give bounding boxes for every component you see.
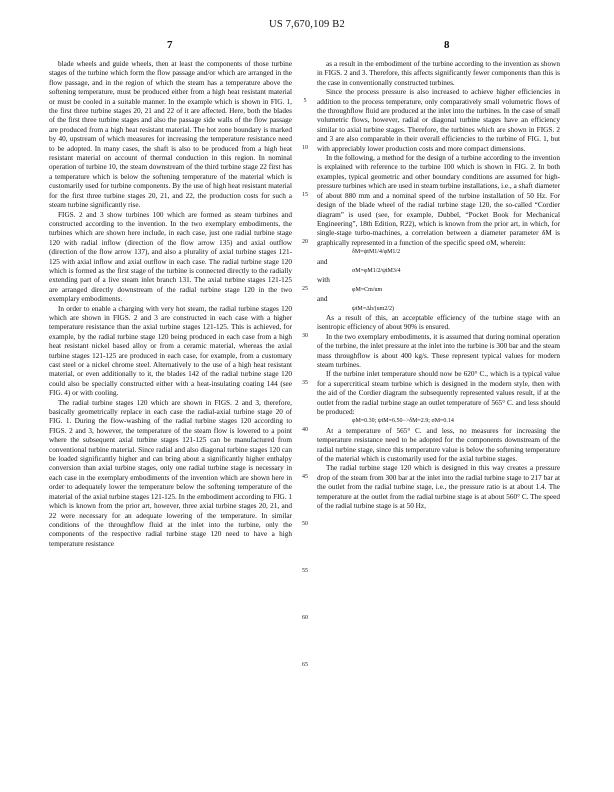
paragraph: and (317, 295, 328, 304)
line-number: 65 (302, 661, 308, 668)
paragraph: with (317, 276, 330, 285)
paragraph: and (317, 257, 328, 266)
line-number: 15 (302, 191, 308, 198)
paragraph: In order to enable a charging with very hot steam, the radial turbine stages 120 which are shown in FIGS. 2 and 3 are constructed in each case with a higher temperature resistance than the axial turbine stages 121-125. This is achieved, for example, by the radial turbine stage 120 being produced in each case from a high heat resistant nickel based alloy or from a ceramic material, whereas the axial turbine stages 121-125 are produced in each case, for example, from a customary cast steel or a nickel chrome steel. Alternatively to the use of a high heat resistant material, or even additionally to it, the blades 142 of the radial turbine stage 120 could also be specially constructed either with a heat-insulating coating 144 (see FIG. 4) or with cooling. (49, 304, 292, 398)
line-number: 40 (302, 426, 308, 433)
paragraph: In the following, a method for the design of a turbine according to the invention is explained with reference to the turbine 100 which is shown in FIG. 2. In both examples, typical geometric and other boundary conditions are assumed for high-pressure turbines which are used in steam turbine installations, i.e., a shaft diameter of about 880 mm and a nominal speed of the turbine installation of 50 Hz. For design of the blade wheel of the radial turbine stage 120, the so-called “Cordier diagram” is used (see, for example, Dubbel, “Pocket Book for Mechanical Engineering”, 18th Edition, R22), which is known from the prior art, in which, for single-stage turbo-machines, a correlation between a diameter parameter δM is graphically represented in a function of the specific speed σM, wherein: (317, 154, 560, 247)
equation: φM=0.30; ψtM=6.50−>δM=2.9; σM=0.14 (352, 418, 454, 425)
paragraph: as a result in the embodiment of the turbine according to the invention as shown in FIGS. 2 and 3. Therefore, this affects significantly fewer components than this is the case in conventionally constructed turbines. (317, 60, 560, 87)
equation: σM=φM1/2/ψtM3/4 (352, 267, 401, 274)
page-number-left: 7 (167, 39, 173, 51)
right-column (317, 60, 560, 512)
line-number: 20 (302, 238, 308, 245)
paragraph: The radial turbine stages 120 which are shown in FIGS. 2 and 3, therefore, basically geometrically replace in each case the radial-axial turbine stage 20 of FIG. 1. During the flow-washing of the radial turbine stages 120 according to FIGS. 2 and 3, however, the temperature of the steam flow is lowered to a point where the subsequent axial turbine stages 121-125 can be manufactured from conventional turbine material. Since radial and also diagonal turbine stages 120 can be loaded significantly higher and can bring about a significantly higher enthalpy conversion than axial turbine stages, only one radial turbine stage is necessary in each case in the exemplary embodiments of the invention which are shown here in order to adequately lower the temperature below the softening temperature of the material of the axial turbine stages 121-125. In the embodiment according to FIG. 1 which is known from the prior art, however, three axial turbine stages 20, 21, and 22 were necessary for an adequate lowering of the temperature. In similar conditions of the throughflow fluid at the inlet into the turbine, only the components of the respective radial turbine stage 120 need to have a high temperature resistance (49, 398, 293, 548)
line-number: 55 (302, 567, 308, 574)
paragraph: As a result of this, an acceptable efficiency of the turbine stage with an isentropic efficiency of about 90% is ensured. (317, 313, 560, 332)
paragraph: At a temperature of 565° C. and less, no measures for increasing the temperature resistance need to be adopted for the components downstream of the radial turbine stage, since this temperature value is below the softening temperature of the material which is customarily used for the axial turbine stages. (317, 426, 560, 464)
line-number: 60 (302, 614, 308, 621)
paragraph: The radial turbine stage 120 which is designed in this way creates a pressure drop of the steam from 300 bar at the inlet into the radial turbine stage to 217 bar at the outlet from the radial turbine stage, i.e., the pressure ratio is at about 1.4. The temperature at the outlet from the radial turbine stage is at about 560° C. The speed of the radial turbine stage is at 50 Hz, (317, 464, 560, 511)
equation: ψtM=Δh/(um2/2) (352, 305, 394, 312)
paragraph: If the turbine inlet temperature should now be 620° C., which is a typical value for a supercritical steam turbine which is designed in the modern style, then with the aid of the Cordier diagram the subsequently represented values result, if at the outlet from the radial turbine stage an outlet temperature of 565° C. and less should be produced: (317, 370, 560, 417)
line-number: 25 (302, 285, 308, 292)
equation: φM=Cm/um (352, 286, 383, 293)
page-number-right: 8 (444, 39, 450, 51)
equation: δM=ψtM1/4/φM1/2 (352, 249, 401, 256)
line-number: 30 (302, 332, 308, 339)
paragraph: FIGS. 2 and 3 show turbines 100 which are formed as steam turbines and constructed according to the invention. In the two exemplary embodiments, the turbines which are shown here include, in each case, just one radial turbine stage 120 with radial inflow (direction of the flow arrow 135) and axial outflow (direction of the flow arrow 137), and also a plurality of axial turbine stages 121-125 with axial inflow and axial outflow in each case. The radial turbine stage 120 which is formed as the first stage of the turbine is connected directly to the radially extending part of a live steam inlet branch 131. The axial turbine stages 121-125 are arranged directly downstream of the radial turbine stage 120 in the two exemplary embodiments. (49, 210, 292, 304)
patent-number: US 7,670,109 B2 (269, 19, 345, 30)
line-number: 35 (302, 379, 308, 386)
line-number: 10 (302, 144, 308, 151)
paragraph: blade wheels and guide wheels, then at least the components of those turbine stages of the turbine which form the flow passage and/or which are arranged in the flow passage, and in the region of which the steam has a temperature above the softening temperature, must be produced either from a high heat resistant material or must be cooled in a suitable manner. In the example which is shown in FIG. 1, the first three turbine stages 20, 21 and 22 of it are affected. Here, both the blades of the first three turbine stages and also the passage side walls of the flow passage are produced from a high heat resistant material. The hot zone boundary is marked by 40, upstream of which measures for increasing the temperature resistance need to be adopted. In many cases, the shaft is also to be produced from a high heat resistant material on account of thermal conduction in this region. In nominal operation of turbine 10, the steam downstream of the third turbine stage 22 first has a temperature which is below the softening temperature of the material which is customarily used for turbine components. By the use of high heat resistant material for the first three turbine stages 20, 21, and 22, the production costs for such a steam turbine significantly rise. (49, 60, 292, 210)
paragraph: In the two exemplary embodiments, it is assumed that during nominal operation of the turbine, the inlet pressure at the inlet into the turbine is 300 bar and the steam mass throughflow is about 400 kg/s. These represent typical values for modern steam turbines. (317, 332, 560, 369)
line-number: 45 (302, 473, 308, 480)
paragraph: Since the process pressure is also increased to achieve higher efficiencies in addition to the process temperature, only comparatively small volumetric flows of the throughflow fluid are produced at the inlet into the turbines. In the case of small volumetric flows, however, radial or diagonal turbine stages have an efficiency similar to axial turbine stages. Therefore, the turbines which are shown in FIGS. 2 and 3 are also comparable in their overall efficiencies to the turbine of FIG. 1, but with appreciably lower production costs and more compact dimensions. (317, 88, 560, 153)
line-number: 5 (303, 97, 307, 104)
line-number: 50 (302, 520, 308, 527)
left-column (49, 60, 292, 549)
